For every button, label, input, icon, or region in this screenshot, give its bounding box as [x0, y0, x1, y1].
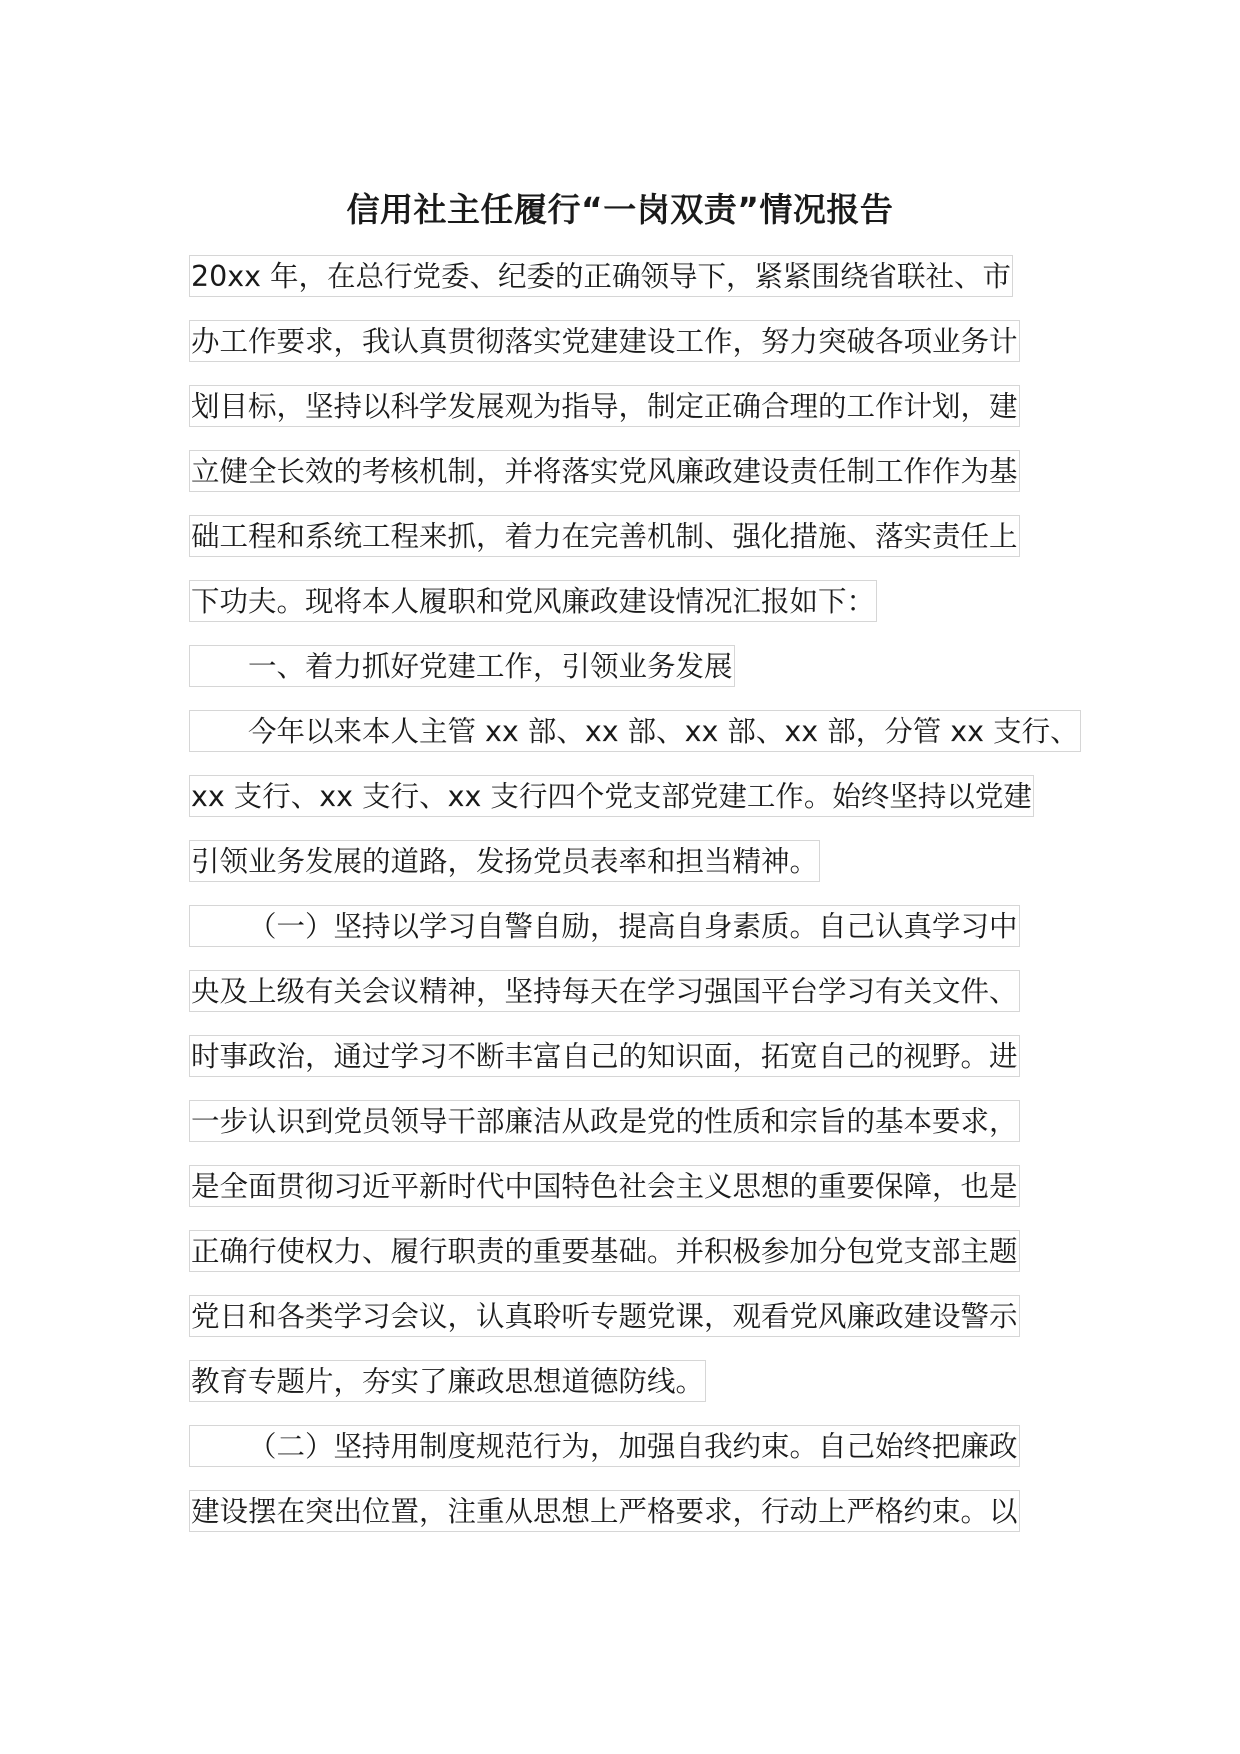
document-body	[189, 255, 1081, 1555]
text-line: （二）坚持用制度规范行为，加强自我约束。自己始终把廉政	[189, 1425, 1020, 1467]
text-line: 是全面贯彻习近平新时代中国特色社会主义思想的重要保障，也是	[189, 1165, 1020, 1207]
text-line: 引领业务发展的道路，发扬党员表率和担当精神。	[189, 840, 820, 882]
text-line: 20xx 年，在总行党委、纪委的正确领导下，紧紧围绕省联社、市	[189, 255, 1013, 297]
text-line: 党日和各类学习会议，认真聆听专题党课，观看党风廉政建设警示	[189, 1295, 1020, 1337]
document-title: 信用社主任履行“一岗双责”情况报告	[346, 190, 894, 229]
text-line: 一、着力抓好党建工作，引领业务发展	[189, 645, 735, 687]
text-line: 正确行使权力、履行职责的重要基础。并积极参加分包党支部主题	[189, 1230, 1020, 1272]
text-line: 建设摆在突出位置，注重从思想上严格要求，行动上严格约束。以	[189, 1490, 1020, 1532]
text-line: xx 支行、xx 支行、xx 支行四个党支部党建工作。始终坚持以党建	[189, 775, 1034, 817]
text-line: 下功夫。现将本人履职和党风廉政建设情况汇报如下：	[189, 580, 877, 622]
text-line: 教育专题片，夯实了廉政思想道德防线。	[189, 1360, 706, 1402]
text-line: （一）坚持以学习自警自励，提高自身素质。自己认真学习中	[189, 905, 1020, 947]
text-line: 立健全长效的考核机制，并将落实党风廉政建设责任制工作作为基	[189, 450, 1020, 492]
text-line: 央及上级有关会议精神，坚持每天在学习强国平台学习有关文件、	[189, 970, 1020, 1012]
text-line: 办工作要求，我认真贯彻落实党建建设工作，努力突破各项业务计	[189, 320, 1020, 362]
text-line: 一步认识到党员领导干部廉洁从政是党的性质和宗旨的基本要求，	[189, 1100, 1020, 1142]
text-line: 础工程和系统工程来抓，着力在完善机制、强化措施、落实责任上	[189, 515, 1020, 557]
text-line: 今年以来本人主管 xx 部、xx 部、xx 部、xx 部，分管 xx 支行、	[189, 710, 1081, 752]
text-line: 时事政治，通过学习不断丰富自己的知识面，拓宽自己的视野。进	[189, 1035, 1020, 1077]
text-line: 划目标，坚持以科学发展观为指导，制定正确合理的工作计划，建	[189, 385, 1020, 427]
